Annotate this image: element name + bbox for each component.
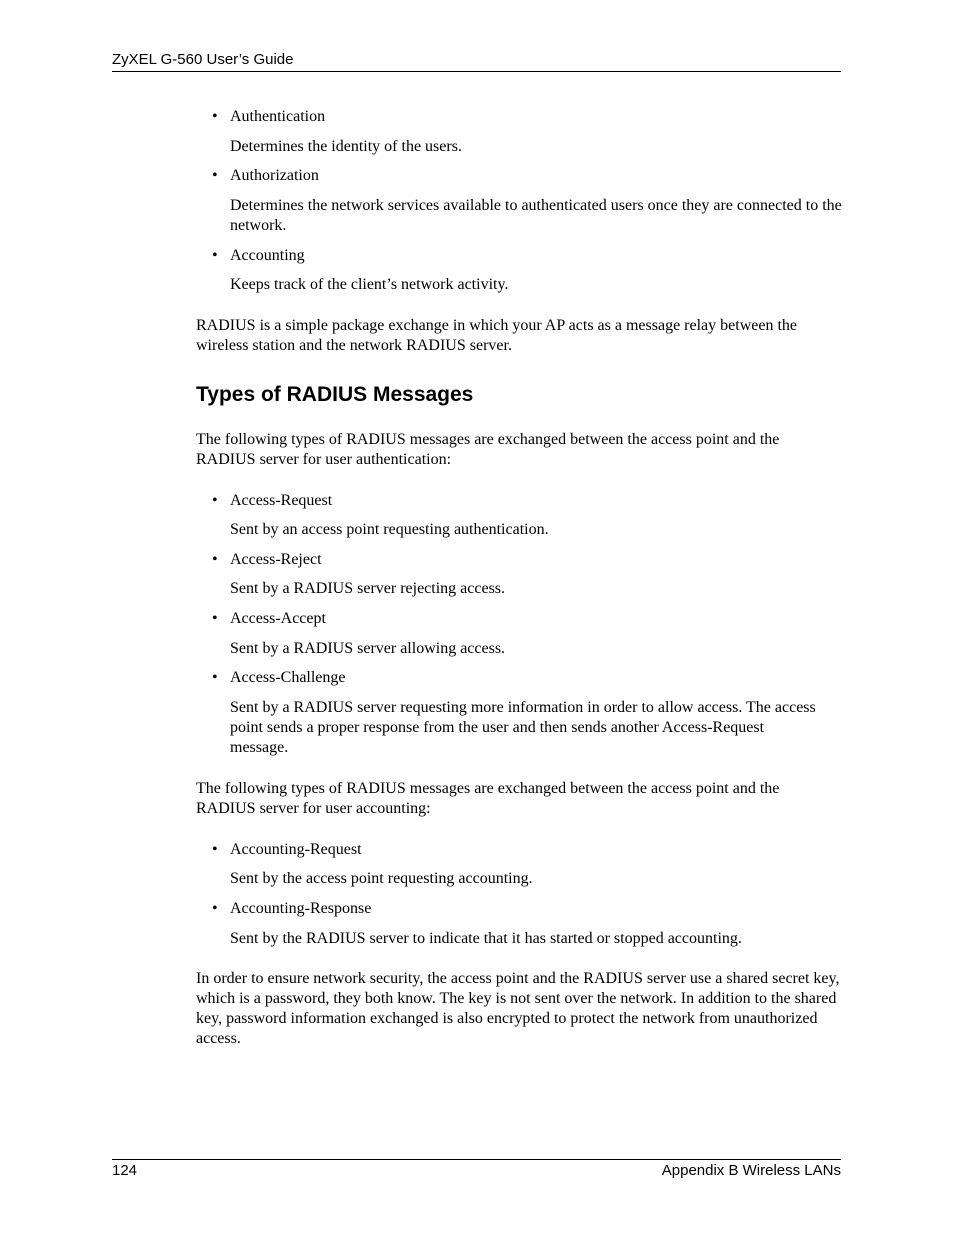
list-desc-accounting-response: Sent by the RADIUS server to indicate that it has started or stopped accounting. xyxy=(230,930,742,947)
list-term-accounting-response: Accounting-Response xyxy=(230,900,372,917)
list-desc-accounting: Keeps track of the client’s network activity. xyxy=(230,276,509,293)
section-heading: Types of RADIUS Messages xyxy=(196,383,474,406)
radius-paragraph: RADIUS is a simple package exchange in which your AP acts as a message relay between the wireless station and the network RADIUS server. xyxy=(196,317,797,354)
list-desc-authentication: Determines the identity of the users. xyxy=(230,138,462,155)
list-term-authorization: Authorization xyxy=(230,167,319,184)
security-paragraph: In order to ensure network security, the access point and the RADIUS server use a shared secret key, which is a password, they both know. The key is not sent over the network. In addition to the shared key, password information exchanged is also encrypted to protect the network from unauthorized access. xyxy=(196,970,840,1047)
list-term-access-challenge: Access-Challenge xyxy=(230,669,346,686)
list-desc-access-reject: Sent by a RADIUS server rejecting access. xyxy=(230,580,506,597)
bullet-icon: • xyxy=(212,247,218,264)
bullet-icon: • xyxy=(212,108,218,125)
header-rule xyxy=(112,71,841,72)
list-term-access-request: Access-Request xyxy=(230,492,333,509)
footer-rule xyxy=(112,1159,841,1160)
auth-intro-paragraph: The following types of RADIUS messages are exchanged between the access point and the RADIUS server for user authentication: xyxy=(196,431,780,468)
list-term-access-accept: Access-Accept xyxy=(230,610,326,627)
bullet-icon: • xyxy=(212,841,218,858)
footer-section-title: Appendix B Wireless LANs xyxy=(661,1162,841,1179)
list-term-authentication: Authentication xyxy=(230,108,326,125)
bullet-icon: • xyxy=(212,492,218,509)
list-desc-access-accept: Sent by a RADIUS server allowing access. xyxy=(230,640,506,657)
list-term-accounting-request: Accounting-Request xyxy=(230,841,362,858)
list-desc-access-challenge: Sent by a RADIUS server requesting more information in order to allow access. The access point sends a proper response from the user and then sends another Access-Request message. xyxy=(230,699,816,756)
bullet-icon: • xyxy=(212,610,218,627)
list-term-access-reject: Access-Reject xyxy=(230,551,322,568)
bullet-icon: • xyxy=(212,551,218,568)
running-header: ZyXEL G-560 User’s Guide xyxy=(112,51,294,68)
bullet-icon: • xyxy=(212,669,218,686)
list-desc-access-request: Sent by an access point requesting authentication. xyxy=(230,521,549,538)
bullet-icon: • xyxy=(212,167,218,184)
acct-intro-paragraph: The following types of RADIUS messages are exchanged between the access point and the RADIUS server for user accounting: xyxy=(196,780,780,817)
bullet-icon: • xyxy=(212,900,218,917)
list-desc-accounting-request: Sent by the access point requesting accounting. xyxy=(230,870,533,887)
list-term-accounting: Accounting xyxy=(230,247,305,264)
list-desc-authorization: Determines the network services available to authenticated users once they are connected to the network. xyxy=(230,197,842,234)
page-number: 124 xyxy=(112,1162,138,1179)
